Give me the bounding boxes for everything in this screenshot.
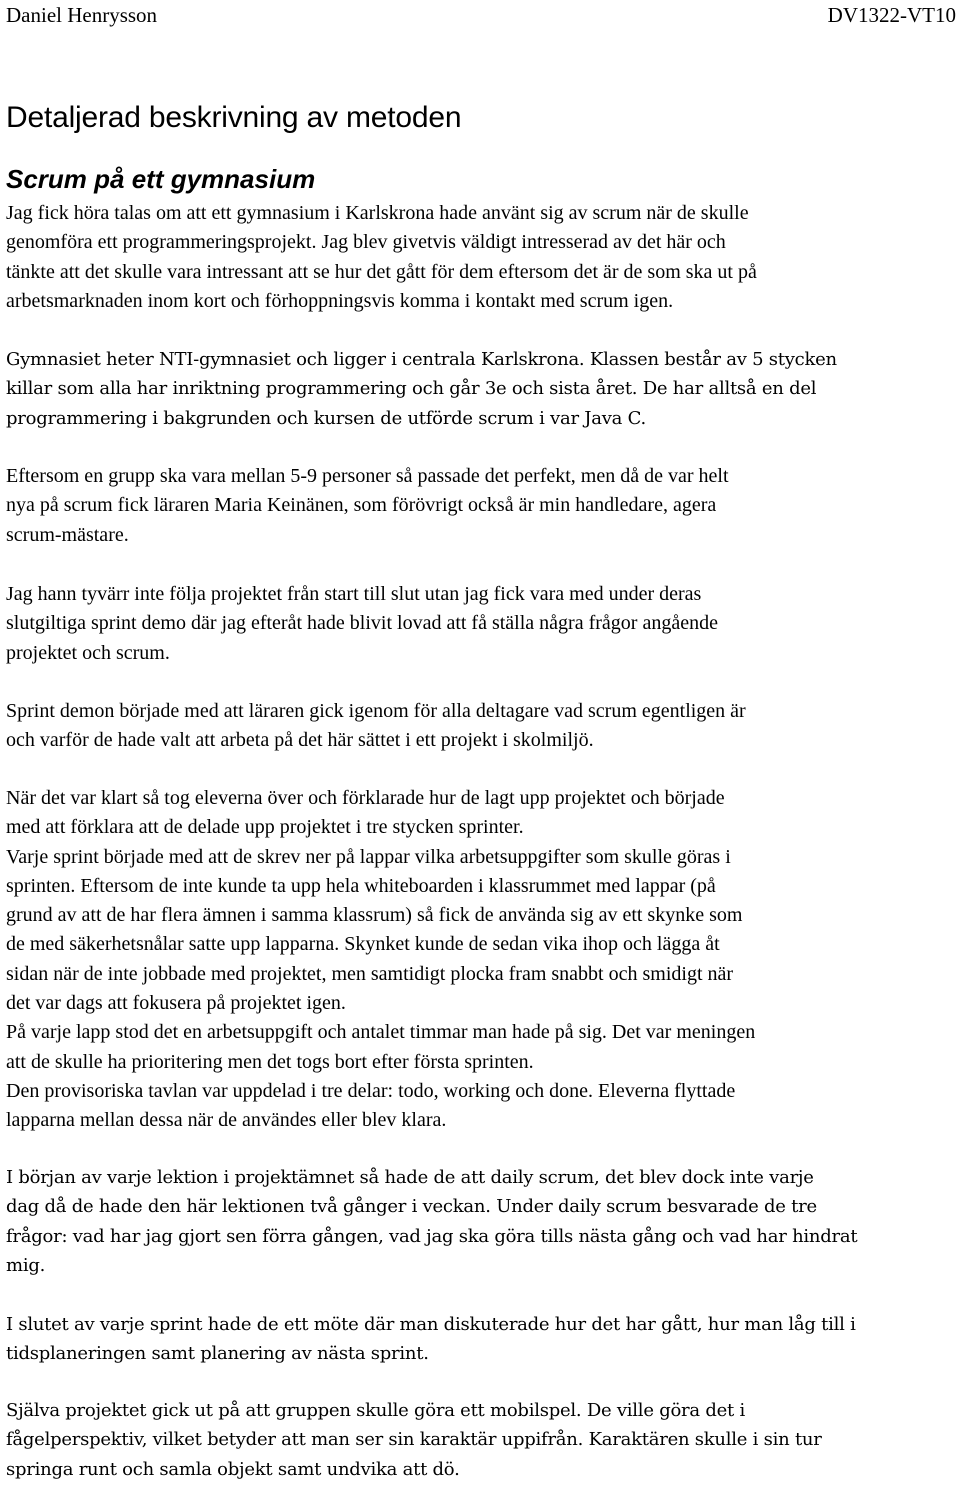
text-line: dag då de hade den här lektionen två gånger i veckan. Under daily scrum besvarade de tre <box>6 1196 817 1218</box>
text-line: arbetsmarknaden inom kort och förhoppningsvis komma i kontakt med scrum igen. <box>6 289 674 312</box>
section-title: Detaljerad beskrivning av metoden <box>6 101 462 134</box>
paragraph-4 <box>6 580 956 668</box>
text-line: Den provisoriska tavlan var uppdelad i tre delar: todo, working och done. Eleverna flyttade <box>6 1079 736 1102</box>
text-line: tänkte att det skulle vara intressant att se hur det gått för dem eftersom det är de som ska ut på <box>6 260 757 283</box>
text-line: mig. <box>6 1254 46 1276</box>
text-line: sidan när de inte jobbade med projektet, men samtidigt plocka fram snabbt och smidigt när <box>6 962 734 985</box>
text-line: Jag hann tyvärr inte följa projektet från start till slut utan jag fick vara med under deras <box>6 583 702 605</box>
text-line: I början av varje lektion i projektämnet så hade de att daily scrum, det blev dock inte varje <box>6 1167 814 1188</box>
paragraph-5 <box>6 697 956 756</box>
paragraph-9 <box>6 1396 956 1484</box>
text-line: frågor: vad har jag gjort sen förra gången, vad jag ska göra tills nästa gång och vad har hindrat <box>6 1225 858 1247</box>
text-line: tidsplaneringen samt planering av nästa sprint. <box>6 1343 429 1365</box>
text-line: de med säkerhetsnålar satte upp lapparna. Skynket kunde de sedan vika ihop och lägga åt <box>6 933 720 956</box>
text-line: Jag fick höra talas om att ett gymnasium i Karlskrona hade använt sig av scrum när de skulle <box>6 202 749 224</box>
text-line: sprinten. Eftersom de inte kunde ta upp hela whiteboarden i klassrummet med lappar (på <box>6 874 716 897</box>
text-line: det var dags att fokusera på projektet igen. <box>6 992 346 1015</box>
header-author: Daniel Henrysson <box>6 3 158 27</box>
text-line: nya på scrum fick läraren Maria Keinänen, som förövrigt också är min handledare, agera <box>6 494 717 517</box>
paragraph-8 <box>6 1310 956 1369</box>
text-line: slutgiltiga sprint demo där jag efteråt hade blivit lovad att få ställa några frågor angående <box>6 612 718 635</box>
text-line: På varje lapp stod det en arbetsuppgift och antalet timmar man hade på sig. Det var meningen <box>6 1021 756 1044</box>
text-line: med att förklara att de delade upp projektet i tre stycken sprinter. <box>6 816 524 839</box>
text-line: fågelperspektiv, vilket betyder att man ser sin karaktär uppifrån. Karaktären skulle i sin tur <box>6 1429 822 1451</box>
text-line: grund av att de har flera ämnen i samma klassrum) så fick de använda sig av ett skynke som <box>6 904 743 927</box>
text-line: och varför de hade valt att arbeta på det här sättet i ett projekt i skolmiljö. <box>6 729 594 752</box>
text-line: Varje sprint började med att de skrev ner på lappar vilka arbetsuppgifter som skulle göras i <box>6 845 731 868</box>
text-line: Själva projektet gick ut på att gruppen skulle göra ett mobilspel. De ville göra det i <box>6 1400 745 1421</box>
text-line: genomföra ett programmeringsprojekt. Jag blev givetvis väldigt intresserad av det här och <box>6 231 726 254</box>
text-line: killar som alla har inriktning programmering och går 3e och sista året. De har alltså en del <box>6 378 817 400</box>
paragraph-7 <box>6 1163 956 1280</box>
paragraph-6 <box>6 784 956 1136</box>
text-line: När det var klart så tog eleverna över och förklarade hur de lagt upp projektet och började <box>6 787 725 809</box>
header-course-code: DV1322-VT10 <box>827 3 956 27</box>
paragraph-3 <box>6 462 956 550</box>
text-line: Gymnasiet heter NTI-gymnasiet och ligger i centrala Karlskrona. Klassen består av 5 stycken <box>6 349 837 370</box>
text-line: att de skulle ha prioritering men det togs bort efter första sprinten. <box>6 1050 534 1073</box>
text-line: lapparna mellan dessa när de användes eller blev klara. <box>6 1109 447 1132</box>
paragraph-2 <box>6 345 956 433</box>
text-line: I slutet av varje sprint hade de ett möte där man diskuterade hur det har gått, hur man låg till i <box>6 1314 856 1335</box>
text-line: scrum-mästare. <box>6 523 129 546</box>
text-line: programmering i bakgrunden och kursen de utförde scrum i var Java C. <box>6 407 646 429</box>
text-line: projektet och scrum. <box>6 641 170 664</box>
section-subtitle: Scrum på ett gymnasium <box>6 164 316 194</box>
text-line: springa runt och samla objekt samt undvika att dö. <box>6 1458 460 1480</box>
text-line: Sprint demon började med att läraren gick igenom för alla deltagare vad scrum egentligen är <box>6 700 746 722</box>
text-line: Eftersom en grupp ska vara mellan 5-9 personer så passade det perfekt, men då de var helt <box>6 465 729 487</box>
paragraph-1 <box>6 199 956 316</box>
